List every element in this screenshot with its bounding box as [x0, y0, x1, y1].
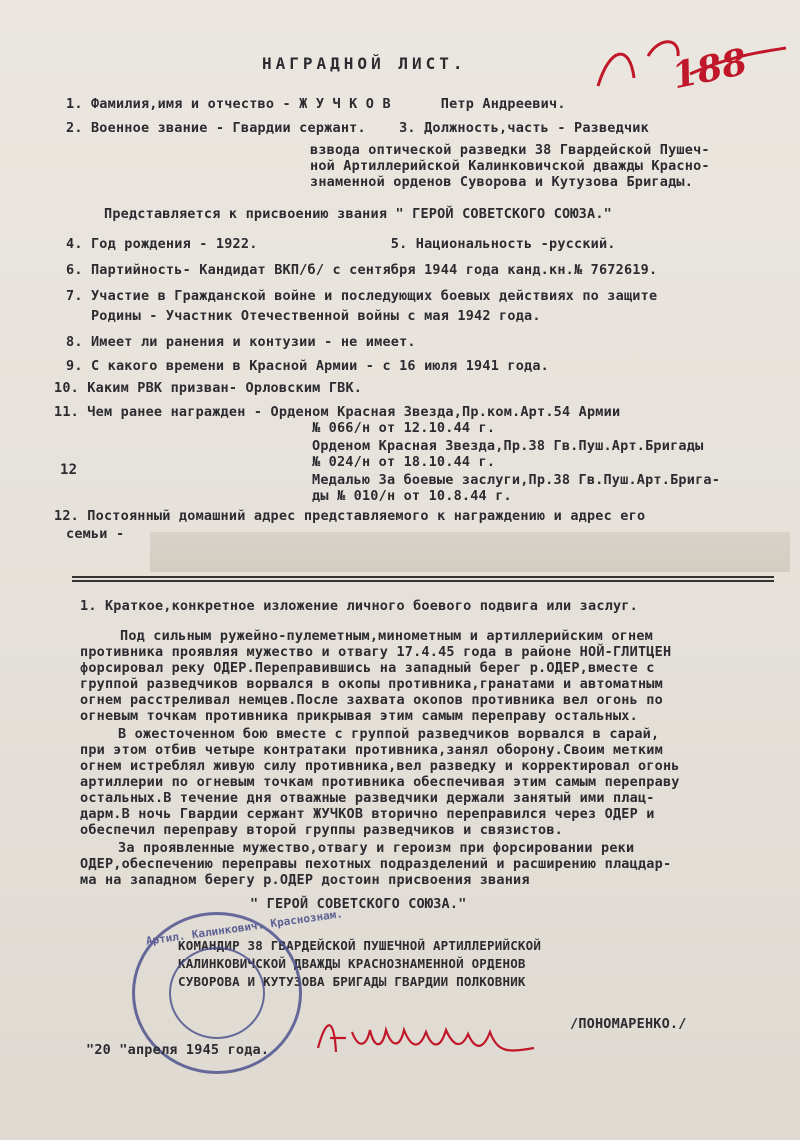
- item-1: 1. Фамилия,имя и отчество - Ж У Ч К О В Петр Андреевич.: [66, 96, 566, 112]
- item-11-cont: Медалью За боевые заслуги,Пр.38 Гв.Пуш.Арт.Брига-: [312, 472, 721, 488]
- stamp-emblem-icon: [169, 947, 265, 1039]
- document-date: "20 "апреля 1945 года.: [86, 1042, 270, 1058]
- item-10: 10. Каким РВК призван- Орловским ГВК.: [54, 380, 363, 396]
- item-12-cont: семьи -: [66, 526, 125, 542]
- feat-line: противника проявляя мужество и отвагу 17.4.45 года в районе НОЙ-ГЛИТЦЕН: [80, 644, 672, 660]
- signature-name: /ПОНОМАРЕНКО./: [570, 1016, 687, 1032]
- feat-line: огнем расстреливал немцев.После захвата окопов противника вел огонь по: [80, 692, 663, 708]
- feat-line: обеспечил переправу второй группы разведчиков и связистов.: [80, 822, 564, 838]
- feat-line: ма на западном берегу р.ОДЕР достоин присвоения звания: [80, 872, 530, 888]
- item-7-cont: Родины - Участник Отечественной войны с мая 1942 года.: [66, 308, 541, 324]
- feat-line: форсировал реку ОДЕР.Переправившись на западный берег р.ОДЕР,вместе с: [80, 660, 655, 676]
- item-2-cont: ной Артиллерийской Калинковичской дважды Красно-: [310, 158, 710, 174]
- separator-line: [72, 580, 774, 582]
- feat-line: дарм.В ночь Гвардии сержант ЖУЧКОВ вторично переправился через ОДЕР и: [80, 806, 655, 822]
- presentation-line: Представляется к присвоению звания " ГЕРОЙ СОВЕТСКОГО СОЮЗА.": [104, 206, 612, 222]
- feat-line: при этом отбив четыре контратаки противника,занял оборону.Своим метким: [80, 742, 663, 758]
- feat-title: " ГЕРОЙ СОВЕТСКОГО СОЮЗА.": [250, 896, 467, 912]
- feat-heading: 1. Краткое,конкретное изложение личного боевого подвига или заслуг.: [80, 598, 638, 614]
- item-2-cont: взвода оптической разведки 38 Гвардейской Пушеч-: [310, 142, 710, 158]
- item-7: 7. Участие в Гражданской войне и последующих боевых действиях по защите: [66, 288, 658, 304]
- handwritten-number: 188: [668, 40, 751, 98]
- feat-line: артиллерии по огневым точкам противника обеспечивая этим самым переправу: [80, 774, 680, 790]
- margin-number: 12: [60, 462, 78, 478]
- feat-line: ОДЕР,обеспечению переправы пехотных подразделений и расширению плацдар-: [80, 856, 672, 872]
- item-4-5: 4. Год рождения - 1922. 5. Национальность -русский.: [66, 236, 616, 252]
- document-title: НАГРАДНОЙ ЛИСТ.: [262, 54, 467, 73]
- feat-line: За проявленные мужество,отвагу и героизм при форсировании реки: [118, 840, 635, 856]
- item-11-cont: ды № 010/н от 10.8.44 г.: [312, 488, 512, 504]
- item-8: 8. Имеет ли ранения и контузии - не имеет.: [66, 334, 416, 350]
- item-9: 9. С какого времени в Красной Армии - с 16 июля 1941 года.: [66, 358, 550, 374]
- commander-line: КАЛИНКОВИЧСКОЙ ДВАЖДЫ КРАСНОЗНАМЕННОЙ ОРДЕНОВ: [178, 956, 526, 971]
- item-2: 2. Военное звание - Гвардии сержант. 3. Должность,часть - Разведчик: [66, 120, 649, 136]
- item-2-cont: знаменной орденов Суворова и Кутузова Бригады.: [310, 174, 694, 190]
- stamp-text: Артил. Калинкович. Краснознам.: [145, 907, 344, 948]
- item-6: 6. Партийность- Кандидат ВКП/б/ с сентября 1944 года канд.кн.№ 7672619.: [66, 262, 658, 278]
- item-11-cont: № 066/н от 12.10.44 г.: [312, 420, 496, 436]
- commander-line: СУВОРОВА И КУТУЗОВА БРИГАДЫ ГВАРДИИ ПОЛКОВНИК: [178, 974, 526, 989]
- commander-line: КОМАНДИР 38 ГВАРДЕЙСКОЙ ПУШЕЧНОЙ АРТИЛЛЕРИЙСКОЙ: [178, 938, 542, 953]
- item-12: 12. Постоянный домашний адрес представляемого к награждению и адрес его: [54, 508, 646, 524]
- redacted-address-area: [150, 532, 790, 572]
- separator-line: [72, 576, 774, 578]
- commander-signature-icon: [312, 1008, 552, 1068]
- item-11-cont: № 024/н от 18.10.44 г.: [312, 454, 496, 470]
- feat-line: остальных.В течение дня отважные разведчики держали занятый ими плац-: [80, 790, 655, 806]
- feat-line: В ожесточенном бою вместе с группой разведчиков ворвался в сарай,: [118, 726, 660, 742]
- feat-line: группой разведчиков ворвался в окопы противника,гранатами и автоматным: [80, 676, 663, 692]
- item-11: 11. Чем ранее награжден - Орденом Красная Звезда,Пр.ком.Арт.54 Армии: [54, 404, 621, 420]
- item-11-cont: Орденом Красная Звезда,Пр.38 Гв.Пуш.Арт.Бригады: [312, 438, 704, 454]
- feat-line: огнем истреблял живую силу противника,вел разведку и корректировал огонь: [80, 758, 680, 774]
- feat-line: огневым точкам противника прикрывая этим самым переправу остальных.: [80, 708, 638, 724]
- feat-line: Под сильным ружейно-пулеметным,минометным и артиллерийским огнем: [120, 628, 653, 644]
